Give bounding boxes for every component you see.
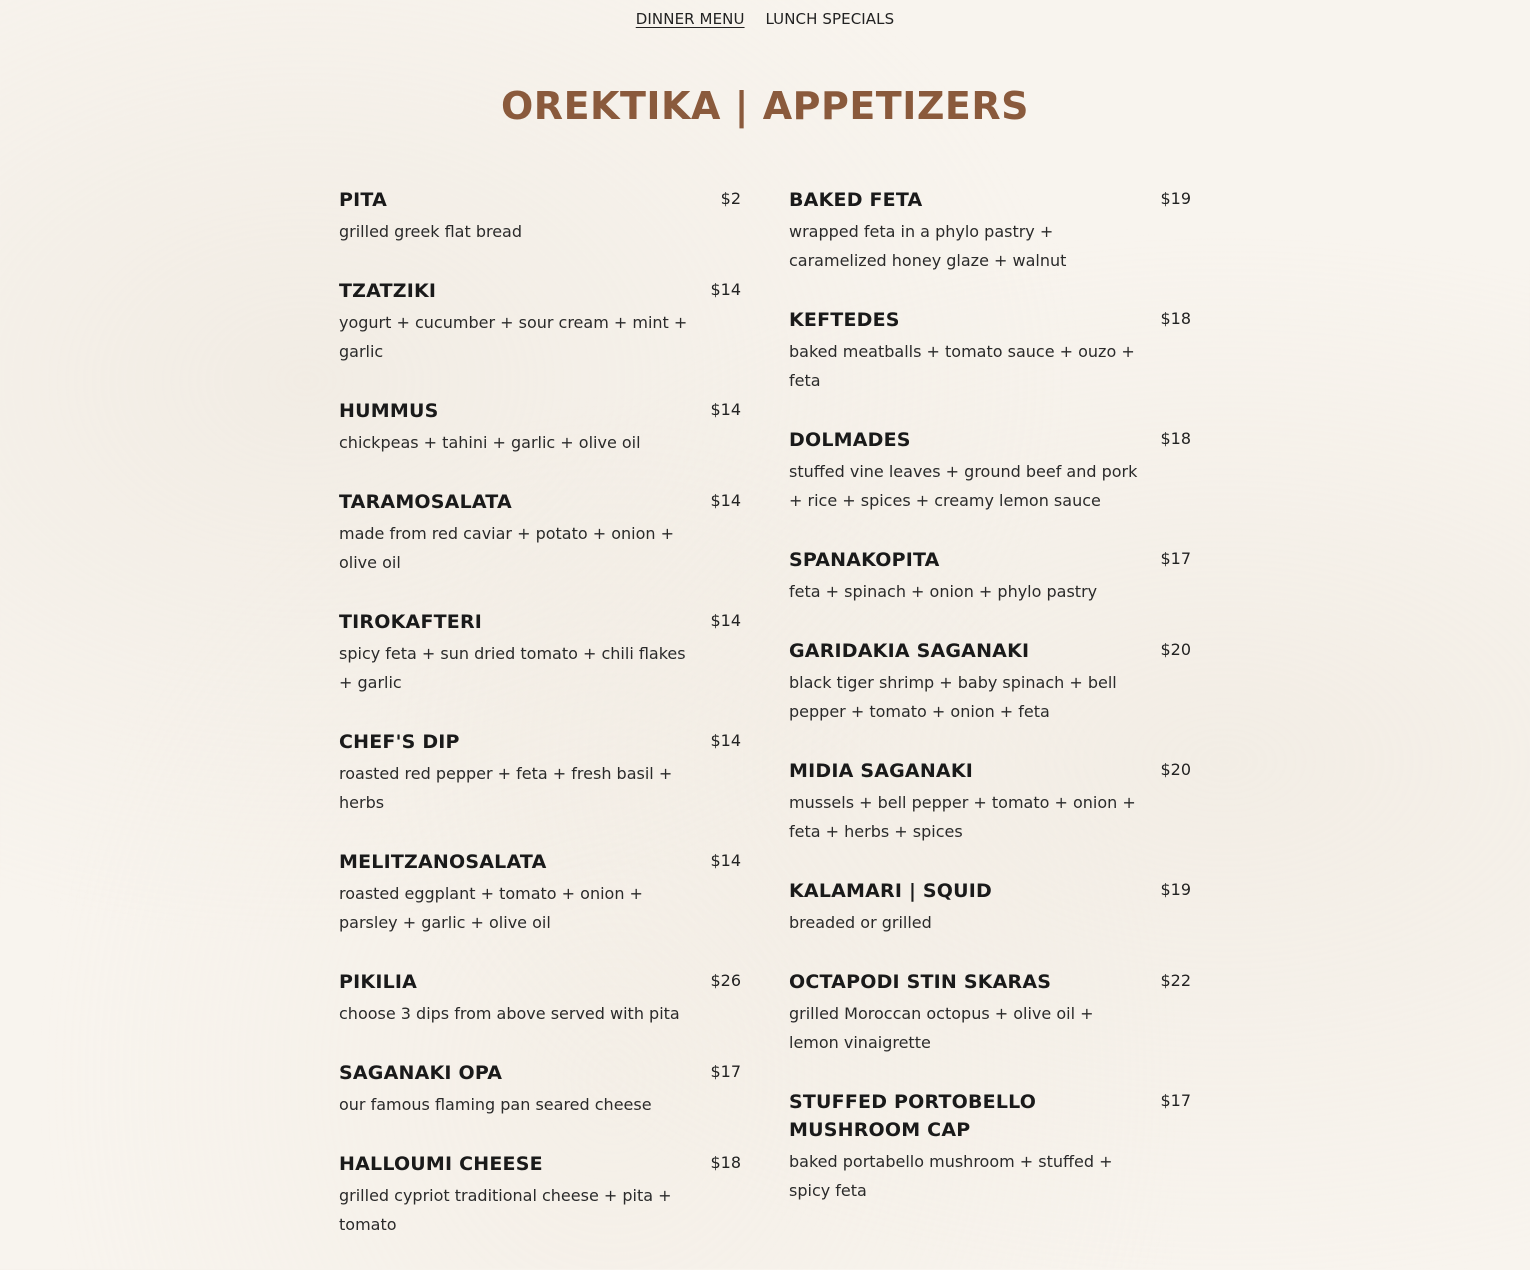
menu-item-price: $14: [710, 611, 741, 630]
menu-item-description: feta + spinach + onion + phylo pastry: [789, 582, 1098, 601]
menu-column-right: [789, 186, 1191, 1236]
menu-item-header: [339, 968, 741, 996]
menu-item-price: $19: [1160, 880, 1191, 899]
menu-item: [339, 186, 741, 246]
menu-item-name: OCTAPODI STIN SKARAS: [789, 971, 1052, 993]
menu-item-name: PIKILIA: [339, 971, 418, 993]
menu-item-name: MIDIA SAGANAKI: [789, 760, 974, 782]
menu-item-description: black tiger shrimp + baby spinach + bell pepper + tomato + onion + feta: [789, 673, 1117, 721]
menu-item-price: $18: [710, 1153, 741, 1172]
menu-item-description: roasted eggplant + tomato + onion + parsley + garlic + olive oil: [339, 884, 643, 932]
menu-item-price: $14: [710, 280, 741, 299]
menu-item: [339, 277, 741, 366]
menu-item: [789, 637, 1191, 726]
menu-item: [789, 186, 1191, 275]
menu-item-name: TIROKAFTERI: [339, 611, 483, 633]
menu-item-name: SAGANAKI OPA: [339, 1062, 503, 1084]
menu-item-price: $20: [1160, 640, 1191, 659]
menu-item: [789, 968, 1191, 1057]
menu-item-header: [789, 637, 1191, 665]
page-title: OREKTIKA | APPETIZERS: [501, 84, 1029, 128]
nav-lunch-specials-link[interactable]: LUNCH SPECIALS: [765, 10, 895, 28]
menu-item-price: $26: [710, 971, 741, 990]
menu-item-description: grilled Moroccan octopus + olive oil + lemon vinaigrette: [789, 1004, 1094, 1052]
menu-item: [339, 1059, 741, 1119]
menu-item-price: $17: [710, 1062, 741, 1081]
menu-item: [789, 306, 1191, 395]
menu-item-price: $14: [710, 400, 741, 419]
menu-item-description: grilled cypriot traditional cheese + pita + tomato: [339, 1186, 672, 1234]
menu-item: [339, 488, 741, 577]
menu-item-header: [339, 728, 741, 756]
menu-item-description: baked portabello mushroom + stuffed + spicy feta: [789, 1152, 1113, 1200]
menu-item-header: [339, 848, 741, 876]
menu-item-description: choose 3 dips from above served with pita: [339, 1004, 680, 1023]
menu-item-price: $2: [720, 189, 741, 208]
menu-item-name: STUFFED PORTOBELLO MUSHROOM CAP: [789, 1091, 1037, 1141]
menu-item-header: [789, 1088, 1191, 1144]
menu-item-description: breaded or grilled: [789, 913, 932, 932]
menu-item-name: TARAMOSALATA: [339, 491, 512, 513]
menu-item-price: $18: [1160, 429, 1191, 448]
menu-item: [339, 397, 741, 457]
menu-item-name: PITA: [339, 189, 387, 211]
menu-item-name: HALLOUMI CHEESE: [339, 1153, 543, 1175]
menu-item-price: $14: [710, 851, 741, 870]
top-nav: [0, 10, 1530, 28]
menu-item-header: [339, 608, 741, 636]
menu-item-price: $19: [1160, 189, 1191, 208]
menu-item-name: TZATZIKI: [339, 280, 437, 302]
menu-item-header: [789, 968, 1191, 996]
menu-item-description: chickpeas + tahini + garlic + olive oil: [339, 433, 641, 452]
menu-item-description: mussels + bell pepper + tomato + onion + feta + herbs + spices: [789, 793, 1136, 841]
menu-item: [339, 728, 741, 817]
menu-item-description: roasted red pepper + feta + fresh basil + herbs: [339, 764, 673, 812]
menu-item-header: [339, 488, 741, 516]
menu-item-header: [339, 1150, 741, 1178]
menu-item-name: MELITZANOSALATA: [339, 851, 547, 873]
menu-item-header: [789, 546, 1191, 574]
menu-item-name: GARIDAKIA SAGANAKI: [789, 640, 1030, 662]
menu-item: [789, 877, 1191, 937]
menu-item-description: made from red caviar + potato + onion + olive oil: [339, 524, 675, 572]
menu-item-price: $14: [710, 731, 741, 750]
menu-item-name: DOLMADES: [789, 429, 911, 451]
menu-item-header: [339, 277, 741, 305]
menu-item-description: wrapped feta in a phylo pastry + caramelized honey glaze + walnut: [789, 222, 1067, 270]
menu-item: [789, 426, 1191, 515]
menu-item-name: CHEF'S DIP: [339, 731, 460, 753]
menu-item-name: HUMMUS: [339, 400, 439, 422]
menu-item-header: [339, 186, 741, 214]
menu-column-left: [339, 186, 741, 1270]
menu-item-price: $20: [1160, 760, 1191, 779]
menu-item: [339, 1150, 741, 1239]
menu-item: [339, 848, 741, 937]
menu-item: [789, 757, 1191, 846]
menu-item-description: our famous flaming pan seared cheese: [339, 1095, 652, 1114]
menu-item: [339, 608, 741, 697]
menu-item-description: spicy feta + sun dried tomato + chili flakes + garlic: [339, 644, 686, 692]
menu-item-header: [339, 1059, 741, 1087]
menu-item-price: $22: [1160, 971, 1191, 990]
menu-item: [789, 1088, 1191, 1205]
menu-item-header: [789, 757, 1191, 785]
menu-item-name: BAKED FETA: [789, 189, 923, 211]
menu-item-price: $14: [710, 491, 741, 510]
menu-item: [789, 546, 1191, 606]
nav-dinner-menu-link[interactable]: DINNER MENU: [635, 10, 745, 28]
menu-item-description: yogurt + cucumber + sour cream + mint + garlic: [339, 313, 688, 361]
menu-item-header: [789, 306, 1191, 334]
menu-item-name: KALAMARI | SQUID: [789, 880, 993, 902]
menu-item: [339, 968, 741, 1028]
menu-item-header: [789, 426, 1191, 454]
menu-item-header: [789, 186, 1191, 214]
menu-item-name: SPANAKOPITA: [789, 549, 940, 571]
menu-item-header: [339, 397, 741, 425]
menu-item-description: baked meatballs + tomato sauce + ouzo + feta: [789, 342, 1135, 390]
menu-item-price: $18: [1160, 309, 1191, 328]
menu-item-price: $17: [1160, 1091, 1191, 1110]
menu-item-description: grilled greek flat bread: [339, 222, 523, 241]
menu-item-name: KEFTEDES: [789, 309, 900, 331]
menu-item-price: $17: [1160, 549, 1191, 568]
menu-item-description: stuffed vine leaves + ground beef and pork + rice + spices + creamy lemon sauce: [789, 462, 1138, 510]
menu-item-header: [789, 877, 1191, 905]
